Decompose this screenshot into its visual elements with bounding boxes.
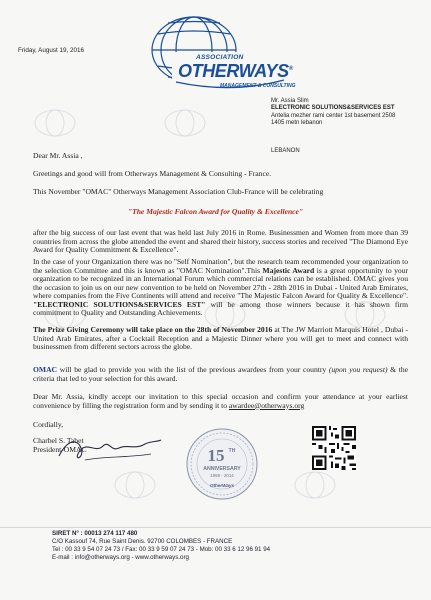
recipient-address-line2: 1405 metn lebanon xyxy=(271,119,323,126)
qr-code-icon xyxy=(312,426,356,470)
paragraph-awardees xyxy=(33,366,408,383)
nomination-text-a: In the case of your Organization there was no "Self Nomination", but the research team recommended your organization to the selection Committee and this is known as "OMAC Nomination".This xyxy=(33,257,408,275)
invitation-text: Dear Mr. Assia, kindly accept our invitation to this special occasion and confirm your attendance at your earliest convenience by filling the registration form and by sending it to xyxy=(33,392,408,410)
signer-name: Charbel S. Tabet xyxy=(33,436,84,445)
paragraph-ceremony xyxy=(33,326,408,352)
signer-title: President-OMAC xyxy=(33,445,87,454)
awardee-email-link[interactable]: awardee@otherways.org xyxy=(228,400,305,410)
seal-anniversary: ANNIVERSARY xyxy=(203,466,241,472)
registered-mark: ® xyxy=(288,66,293,72)
awardees-text-b: & the criteria that led to your selection for this award. xyxy=(33,365,408,383)
watermark-logo xyxy=(280,470,350,500)
footer-siret: SIRET N° : 00013 274 117 480 xyxy=(52,530,138,537)
seal-th: TH xyxy=(228,448,236,454)
paragraph-invitation xyxy=(33,393,408,410)
intro-line: This November "OMAC" Otherways Management Association Club-France will be celebrating xyxy=(33,187,324,196)
footer-phones: Tel : 00 33 9 54 07 24 73 / Fax: 00 33 9 59 07 24 73 - Mob: 00 33 6 12 96 91 94 xyxy=(52,546,271,553)
anniversary-seal xyxy=(185,427,259,501)
seal-number: 15 xyxy=(207,446,225,465)
awardees-text-a: will be glad to provide you with the list of the previous awardees from your country xyxy=(57,365,329,374)
recipient-address-line1: Antelia mezher rami center 1st basement 2508 xyxy=(271,112,396,119)
logo-brand-text xyxy=(178,61,293,82)
footer xyxy=(52,530,270,562)
greeting-line: Greetings and good will from Otherways Management & Consulting - France. xyxy=(33,169,272,178)
watermark-logo xyxy=(20,108,90,138)
closing: Cordially, xyxy=(33,420,64,429)
upon-request-text: (upon you request) xyxy=(328,365,388,374)
logo-association-text: ASSOCIATION xyxy=(196,54,244,61)
otherways-logo xyxy=(132,14,302,92)
watermark-logo xyxy=(150,108,220,138)
seal-years: 1999 - 2014 xyxy=(210,473,234,478)
watermark-logo xyxy=(100,470,170,500)
recipient-company-inline: "ELECTRONIC SOLUTIONS&SERVICES EST" xyxy=(33,299,206,309)
recipient-country: LEBANON xyxy=(271,148,300,154)
recipient-company: ELECTRONIC SOLUTIONS&SERVICES EST xyxy=(271,105,395,112)
footer-address: C/O Kassouf 74, Rue Saint Denis. 92700 COLOMBES - FRANCE xyxy=(52,538,233,545)
nomination-text-b: is a great opportunity to your organization to be recognized in an International Forum which commercial relations can be established. OMAC gives you the occasion to join us on our new convention to be held on November 27th - 28th 2016 in Dubai - United Arab Emirates, where companies from the Five Continents will attend and receive "The Majestic Falcon Award for Quality & Excellence". xyxy=(33,265,409,301)
footer-divider xyxy=(0,527,431,528)
recipient-address xyxy=(271,98,395,127)
seal-brand: OtherWays xyxy=(209,483,235,488)
footer-web: E-mail : info@otherways.org - www.otherways.org xyxy=(52,554,189,561)
majestic-award-text: Majestic Award xyxy=(262,265,315,275)
award-title: "The Majestic Falcon Award for Quality & Excellence" xyxy=(127,207,304,216)
letter-date: Friday, August 19, 2016 xyxy=(18,47,85,54)
handwritten-signature xyxy=(55,432,165,466)
ceremony-text: at The JW Marriott Marquis Hotel , Dubai - United Arab Emirates, after a Cocktail Reception and a Majestic Dinner where you will get to meet and connect with businessmen from different sectors across the globe. xyxy=(33,325,408,352)
omac-text: OMAC xyxy=(33,365,58,374)
ceremony-date-text: The Prize Giving Ceremony will take place on the 28th of November 2016 xyxy=(33,325,273,334)
paragraph-history: after the big success of our last event that was held last July 2016 in Rome. Businessmen and Women from more than 39 countries from across the globe attended the event and shared their history, success stories and received "The Diamond Eye Award for Quality Commitment & Excellence". xyxy=(33,228,408,255)
salutation: Dear Mr. Assia , xyxy=(33,151,83,160)
logo-brand-word: OTHERWAYS xyxy=(178,61,289,81)
nomination-text-c: will be among those winners because it has shown firm commitment to Quality and Outstanding Achievements. xyxy=(33,299,408,318)
paragraph-nomination xyxy=(33,258,408,318)
recipient-name: Mr. Assia Slim xyxy=(271,98,309,104)
logo-tagline: MANAGEMENT & CONSULTING xyxy=(220,83,296,89)
